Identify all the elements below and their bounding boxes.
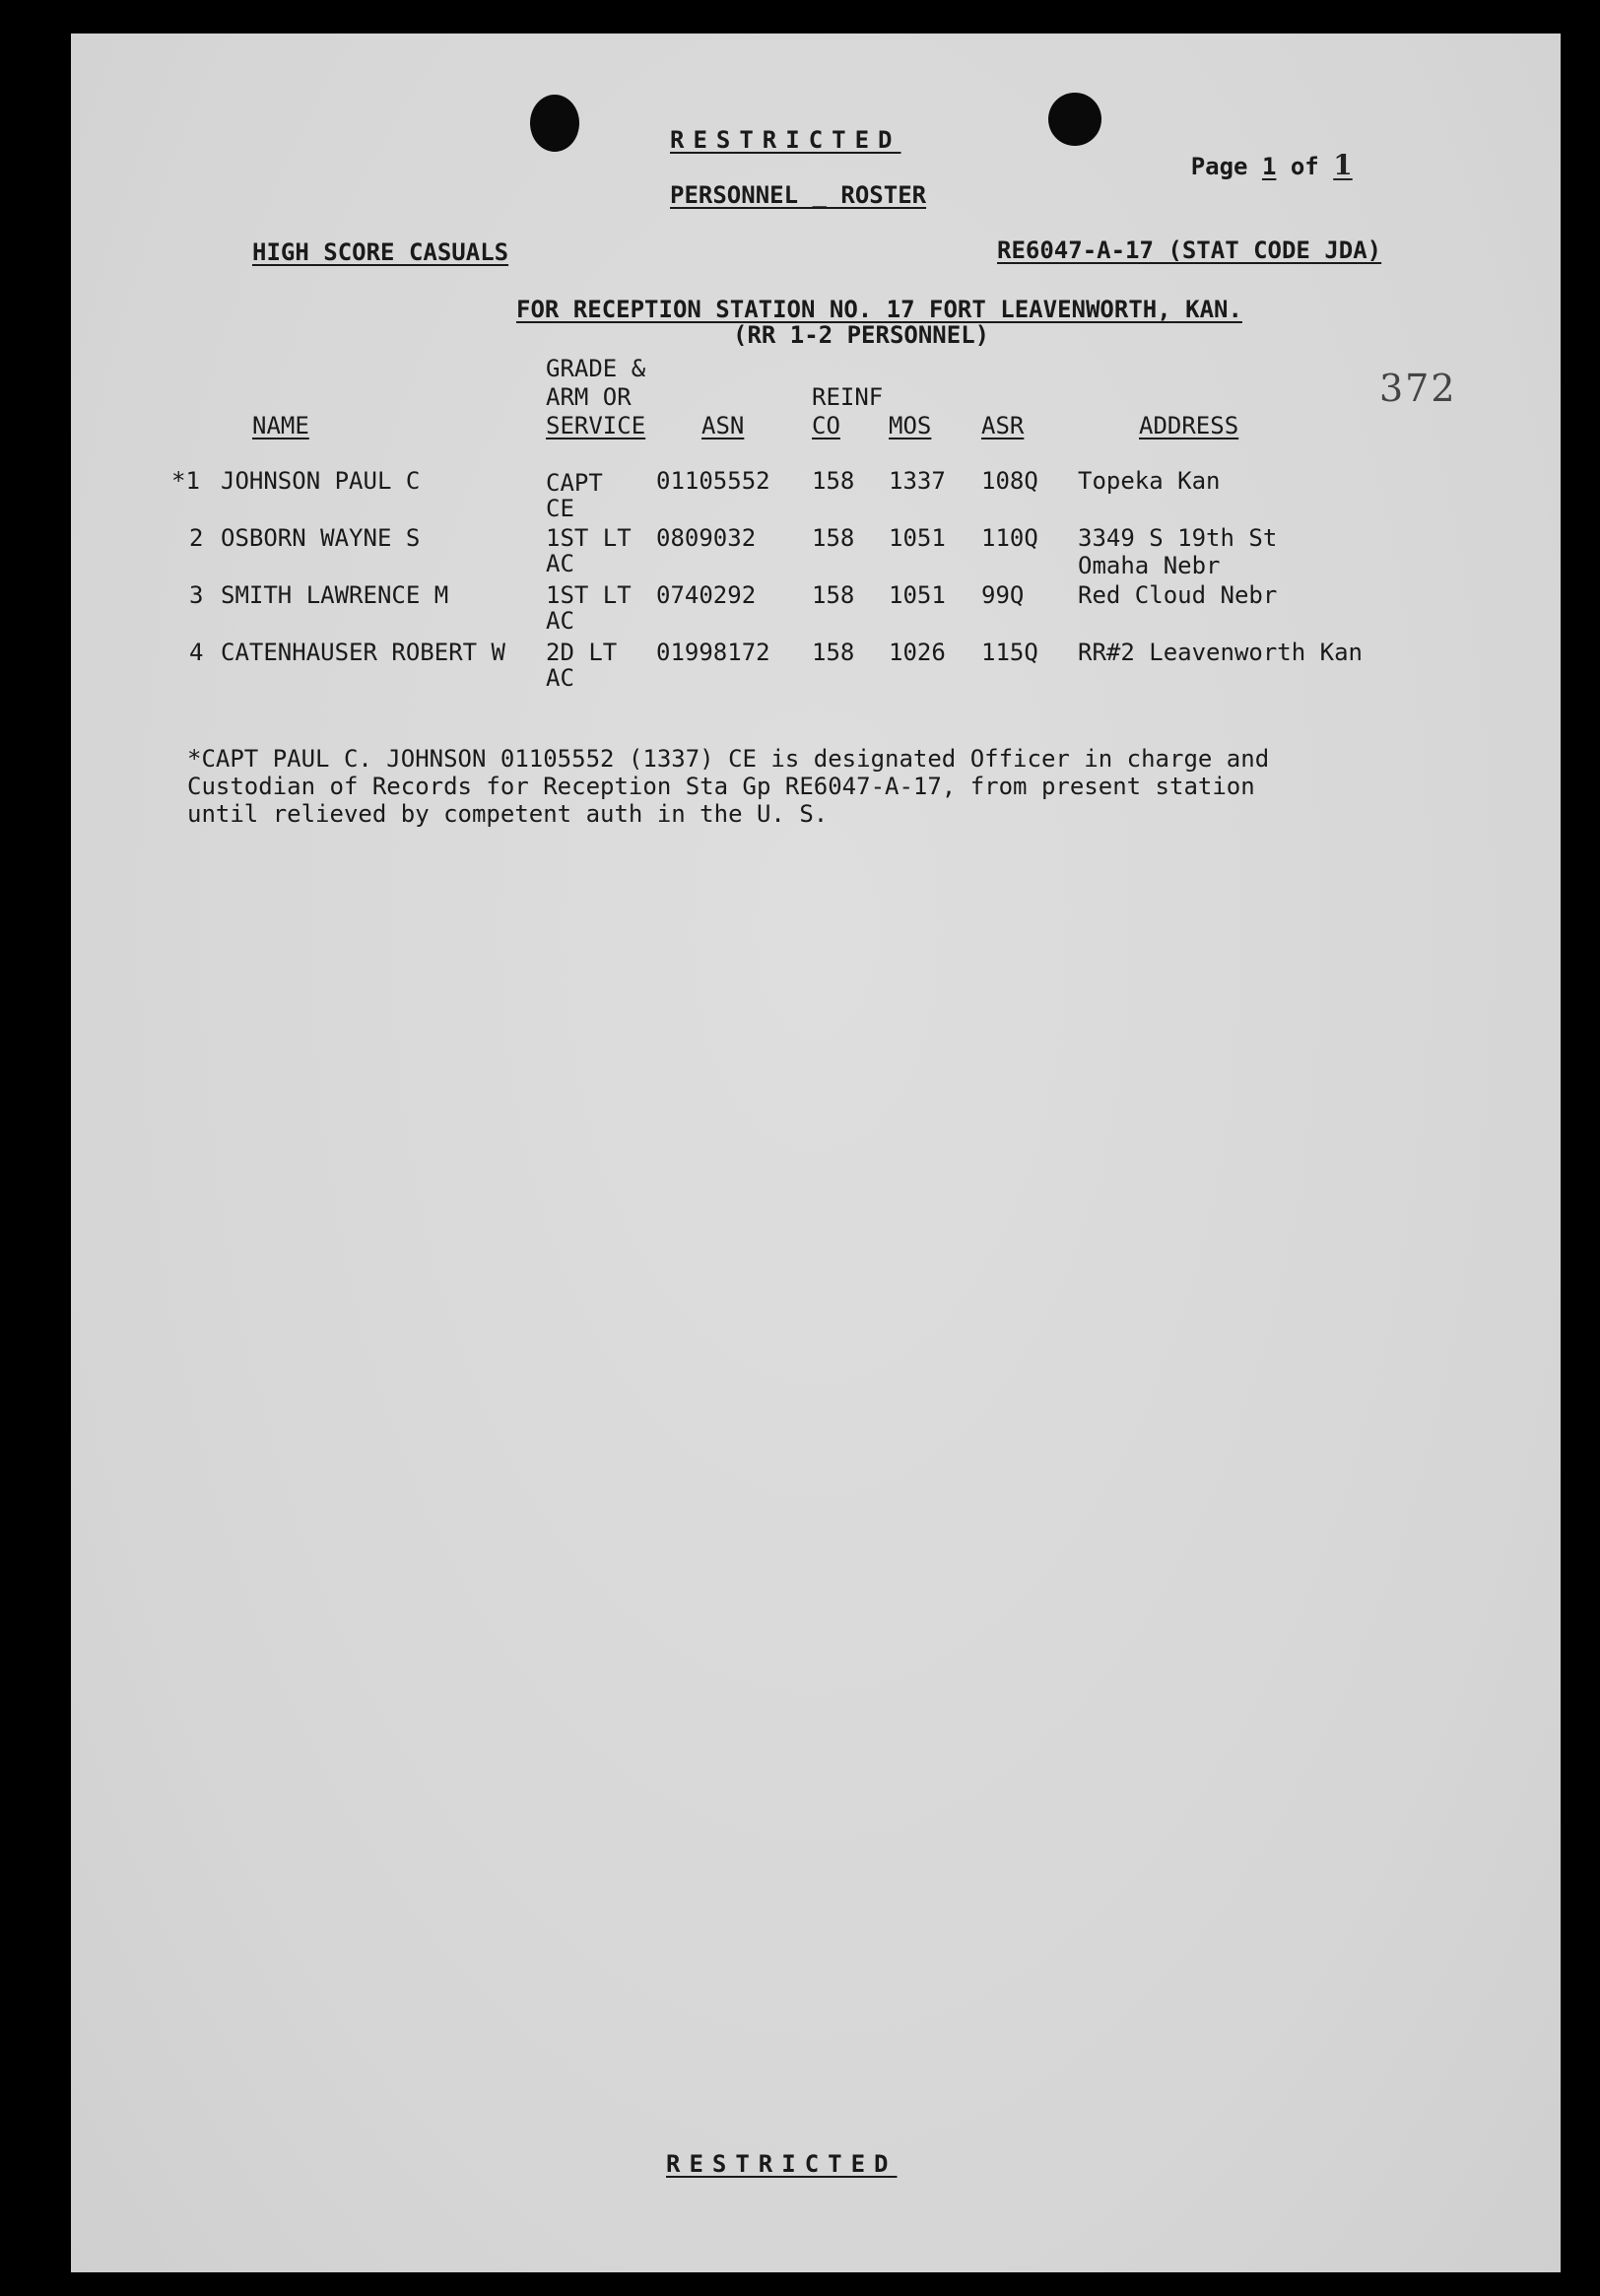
stamp-number: 372 bbox=[1379, 367, 1457, 410]
row-asn: 0740292 bbox=[656, 581, 757, 609]
row-grade: 1ST LT bbox=[546, 581, 632, 609]
row-asn: 01998172 bbox=[656, 639, 770, 666]
group-code: RE6047-A-17 (STAT CODE JDA) bbox=[997, 236, 1382, 264]
row-name: CATENHAUSER ROBERT W bbox=[221, 639, 505, 666]
row-asr: 108Q bbox=[981, 467, 1038, 495]
footnote-line-3: until relieved by competent auth in the U. S. bbox=[187, 800, 829, 828]
paper-sheet bbox=[71, 34, 1561, 2272]
row-asn: 0809032 bbox=[656, 524, 757, 552]
row-address-2: Omaha Nebr bbox=[1078, 552, 1221, 579]
punch-hole-left bbox=[530, 95, 579, 152]
row-asr: 110Q bbox=[981, 524, 1038, 552]
row-mos: 1026 bbox=[889, 639, 946, 666]
row-address-1: RR#2 Leavenworth Kan bbox=[1078, 639, 1363, 666]
row-co: 158 bbox=[812, 639, 855, 666]
row-asn: 01105552 bbox=[656, 467, 770, 495]
footnote-line-2: Custodian of Records for Reception Sta Gp RE6047-A-17, from present station bbox=[187, 773, 1255, 800]
row-arm: AC bbox=[546, 607, 574, 635]
col-grade-3: SERVICE bbox=[546, 412, 646, 439]
row-number: 2 bbox=[189, 524, 204, 552]
row-arm: AC bbox=[546, 550, 574, 577]
col-address: ADDRESS bbox=[1139, 412, 1239, 439]
page-total: 1 bbox=[1333, 149, 1353, 181]
row-asr: 115Q bbox=[981, 639, 1038, 666]
classification-top: RESTRICTED bbox=[670, 126, 901, 154]
destination: FOR RECEPTION STATION NO. 17 FORT LEAVENWORTH, KAN. bbox=[516, 296, 1242, 323]
group-name: HIGH SCORE CASUALS bbox=[252, 238, 509, 266]
col-co: CO bbox=[812, 412, 840, 439]
col-name: NAME bbox=[252, 412, 309, 439]
category: (RR 1-2 PERSONNEL) bbox=[733, 321, 990, 349]
row-co: 158 bbox=[812, 524, 855, 552]
punch-hole-right bbox=[1048, 93, 1101, 146]
row-grade: 2D LT bbox=[546, 639, 618, 666]
page-of: of bbox=[1290, 153, 1319, 180]
row-mos: 1051 bbox=[889, 524, 946, 552]
row-name: OSBORN WAYNE S bbox=[221, 524, 421, 552]
row-grade: 1ST LT bbox=[546, 524, 632, 552]
row-number: *1 bbox=[171, 467, 200, 495]
row-mos: 1337 bbox=[889, 467, 946, 495]
col-grade-1: GRADE & bbox=[546, 355, 646, 382]
row-name: JOHNSON PAUL C bbox=[221, 467, 421, 495]
row-address-1: Topeka Kan bbox=[1078, 467, 1221, 495]
row-co: 158 bbox=[812, 467, 855, 495]
row-address-1: 3349 S 19th St bbox=[1078, 524, 1278, 552]
col-asr: ASR bbox=[981, 412, 1025, 439]
page-number: 1 bbox=[1261, 153, 1277, 180]
row-asr: 99Q bbox=[981, 581, 1025, 609]
footnote-line-1: *CAPT PAUL C. JOHNSON 01105552 (1337) CE is designated Officer in charge and bbox=[187, 745, 1270, 773]
page-label: Page bbox=[1190, 153, 1248, 180]
col-reinf: REINF bbox=[812, 383, 884, 411]
row-number: 4 bbox=[189, 639, 204, 666]
col-asn: ASN bbox=[701, 412, 745, 439]
roster-title: PERSONNEL _ ROSTER bbox=[670, 181, 927, 209]
row-grade: CAPT bbox=[546, 469, 603, 497]
row-address-1: Red Cloud Nebr bbox=[1078, 581, 1278, 609]
row-arm: AC bbox=[546, 664, 574, 692]
row-number: 3 bbox=[189, 581, 204, 609]
row-mos: 1051 bbox=[889, 581, 946, 609]
row-co: 158 bbox=[812, 581, 855, 609]
classification-bottom: RESTRICTED bbox=[666, 2150, 898, 2178]
col-grade-2: ARM OR bbox=[546, 383, 632, 411]
row-name: SMITH LAWRENCE M bbox=[221, 581, 449, 609]
page-indicator bbox=[1105, 124, 1353, 208]
col-mos: MOS bbox=[889, 412, 932, 439]
row-arm: CE bbox=[546, 495, 574, 522]
